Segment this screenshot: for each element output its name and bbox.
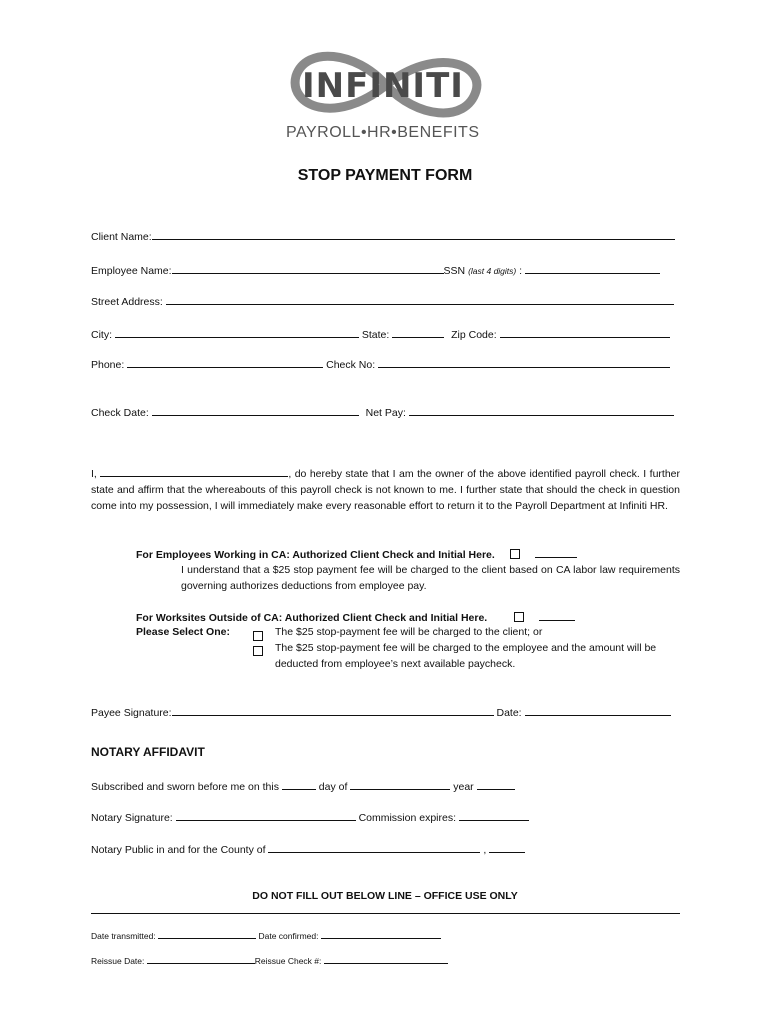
county-extra-field[interactable] (489, 842, 525, 853)
client-name-field[interactable] (152, 229, 675, 240)
county-comma: , (483, 844, 487, 856)
phone-label: Phone: (91, 359, 125, 371)
zip-field[interactable] (500, 327, 670, 338)
option1-checkbox[interactable] (253, 631, 263, 641)
notary-signature-label: Notary Signature: (91, 812, 173, 824)
check-date-field[interactable] (152, 405, 359, 416)
subscribed-row (91, 779, 515, 794)
option2-checkbox-wrap (253, 642, 263, 660)
year-label: year (453, 781, 474, 793)
day-of-label: day of (318, 781, 348, 793)
logo-wordmark: INFINITI (302, 66, 464, 106)
notary-heading: NOTARY AFFIDAVIT (91, 745, 205, 759)
city-label: City: (91, 329, 112, 341)
net-pay-label: Net Pay: (365, 407, 406, 419)
ssn-colon: : (516, 265, 523, 277)
date-confirmed-label: Date confirmed: (258, 931, 319, 941)
notary-signature-row (91, 810, 529, 825)
ca-body: I understand that a $25 stop payment fee will be charged to the client based on CA labor law requirements governing authorizes deductions from employee pay. (181, 564, 680, 592)
state-label: State: (361, 329, 390, 341)
state-field[interactable] (392, 327, 444, 338)
ca-initial-field[interactable] (535, 547, 577, 558)
reissue-date-field[interactable] (147, 955, 255, 964)
form-title: STOP PAYMENT FORM (297, 167, 473, 184)
commission-label: Commission expires: (358, 812, 457, 824)
check-date-row (91, 405, 674, 420)
ssn-field[interactable] (525, 263, 660, 274)
city-field[interactable] (115, 327, 359, 338)
outside-ca-initial-field[interactable] (539, 610, 575, 621)
subscribed-label: Subscribed and sworn before me on this (91, 781, 279, 793)
notary-year-field[interactable] (477, 779, 515, 790)
outside-ca-heading-row (136, 610, 575, 625)
street-address-row (91, 294, 674, 309)
payee-signature-label: Payee Signature: (91, 707, 172, 719)
street-address-field[interactable] (166, 294, 674, 305)
notary-signature-field[interactable] (176, 810, 356, 821)
statement-prefix: I, (91, 468, 97, 480)
signature-date-field[interactable] (525, 705, 671, 716)
ssn-note: (last 4 digits) (468, 266, 517, 276)
employee-name-label: Employee Name: (91, 265, 172, 277)
check-date-label: Check Date: (91, 407, 149, 419)
infiniti-logo (286, 46, 486, 148)
logo-subtitle: PAYROLL•HR•BENEFITS (286, 124, 480, 141)
city-row (91, 327, 670, 342)
notary-month-field[interactable] (350, 779, 450, 790)
check-no-field[interactable] (378, 357, 670, 368)
select-one-label: Please Select One: (136, 626, 230, 638)
date-confirmed-field[interactable] (321, 930, 441, 939)
commission-field[interactable] (459, 810, 529, 821)
payee-signature-row (91, 705, 671, 720)
county-row (91, 842, 525, 857)
notary-day-field[interactable] (282, 779, 316, 790)
reissue-check-field[interactable] (324, 955, 448, 964)
check-no-label: Check No: (326, 359, 376, 371)
client-name-label: Client Name: (91, 231, 152, 243)
signature-date-label: Date: (496, 707, 522, 719)
reissue-row (91, 955, 448, 968)
option2-text: The $25 stop-payment fee will be charged to the employee and the amount will be deducted from employee’s next available paycheck. (275, 642, 657, 670)
reissue-date-label: Reissue Date: (91, 956, 145, 966)
date-transmitted-label: Date transmitted: (91, 931, 156, 941)
ca-heading-row (136, 547, 577, 562)
zip-label: Zip Code: (451, 329, 497, 341)
reissue-check-label: Reissue Check #: (254, 956, 322, 966)
employee-name-row (91, 263, 660, 278)
ca-heading: For Employees Working in CA: Authorized Client Check and Initial Here. (136, 549, 495, 561)
outside-ca-checkbox[interactable] (514, 612, 524, 622)
option1-text: The $25 stop-payment fee will be charged to the client; or (275, 626, 543, 638)
client-name-row (91, 229, 675, 244)
street-address-label: Street Address: (91, 296, 163, 308)
payee-signature-field[interactable] (172, 705, 494, 716)
net-pay-field[interactable] (409, 405, 674, 416)
county-label: Notary Public in and for the County of (91, 844, 266, 856)
employee-name-field[interactable] (172, 263, 444, 274)
office-use-heading: DO NOT FILL OUT BELOW LINE – OFFICE USE ONLY (252, 890, 518, 902)
county-field[interactable] (268, 842, 480, 853)
option2-checkbox[interactable] (253, 646, 263, 656)
owner-statement (91, 466, 680, 514)
statement-text: , do hereby state that I am the owner of the above identified payroll check. I further state and affirm that the whereabouts of this payroll check is not known to me. I further state that should the check in question come into my possession, I will immediately make every reasonable effort to return it to the Payroll Department at Infiniti HR. (91, 468, 680, 512)
phone-row (91, 357, 670, 372)
phone-field[interactable] (127, 357, 323, 368)
office-divider (91, 913, 680, 914)
ssn-label: SSN (443, 265, 466, 277)
ca-checkbox[interactable] (510, 549, 520, 559)
transmitted-row (91, 930, 441, 943)
outside-ca-heading: For Worksites Outside of CA: Authorized Client Check and Initial Here. (136, 612, 488, 624)
date-transmitted-field[interactable] (158, 930, 256, 939)
owner-name-field[interactable] (100, 466, 288, 477)
